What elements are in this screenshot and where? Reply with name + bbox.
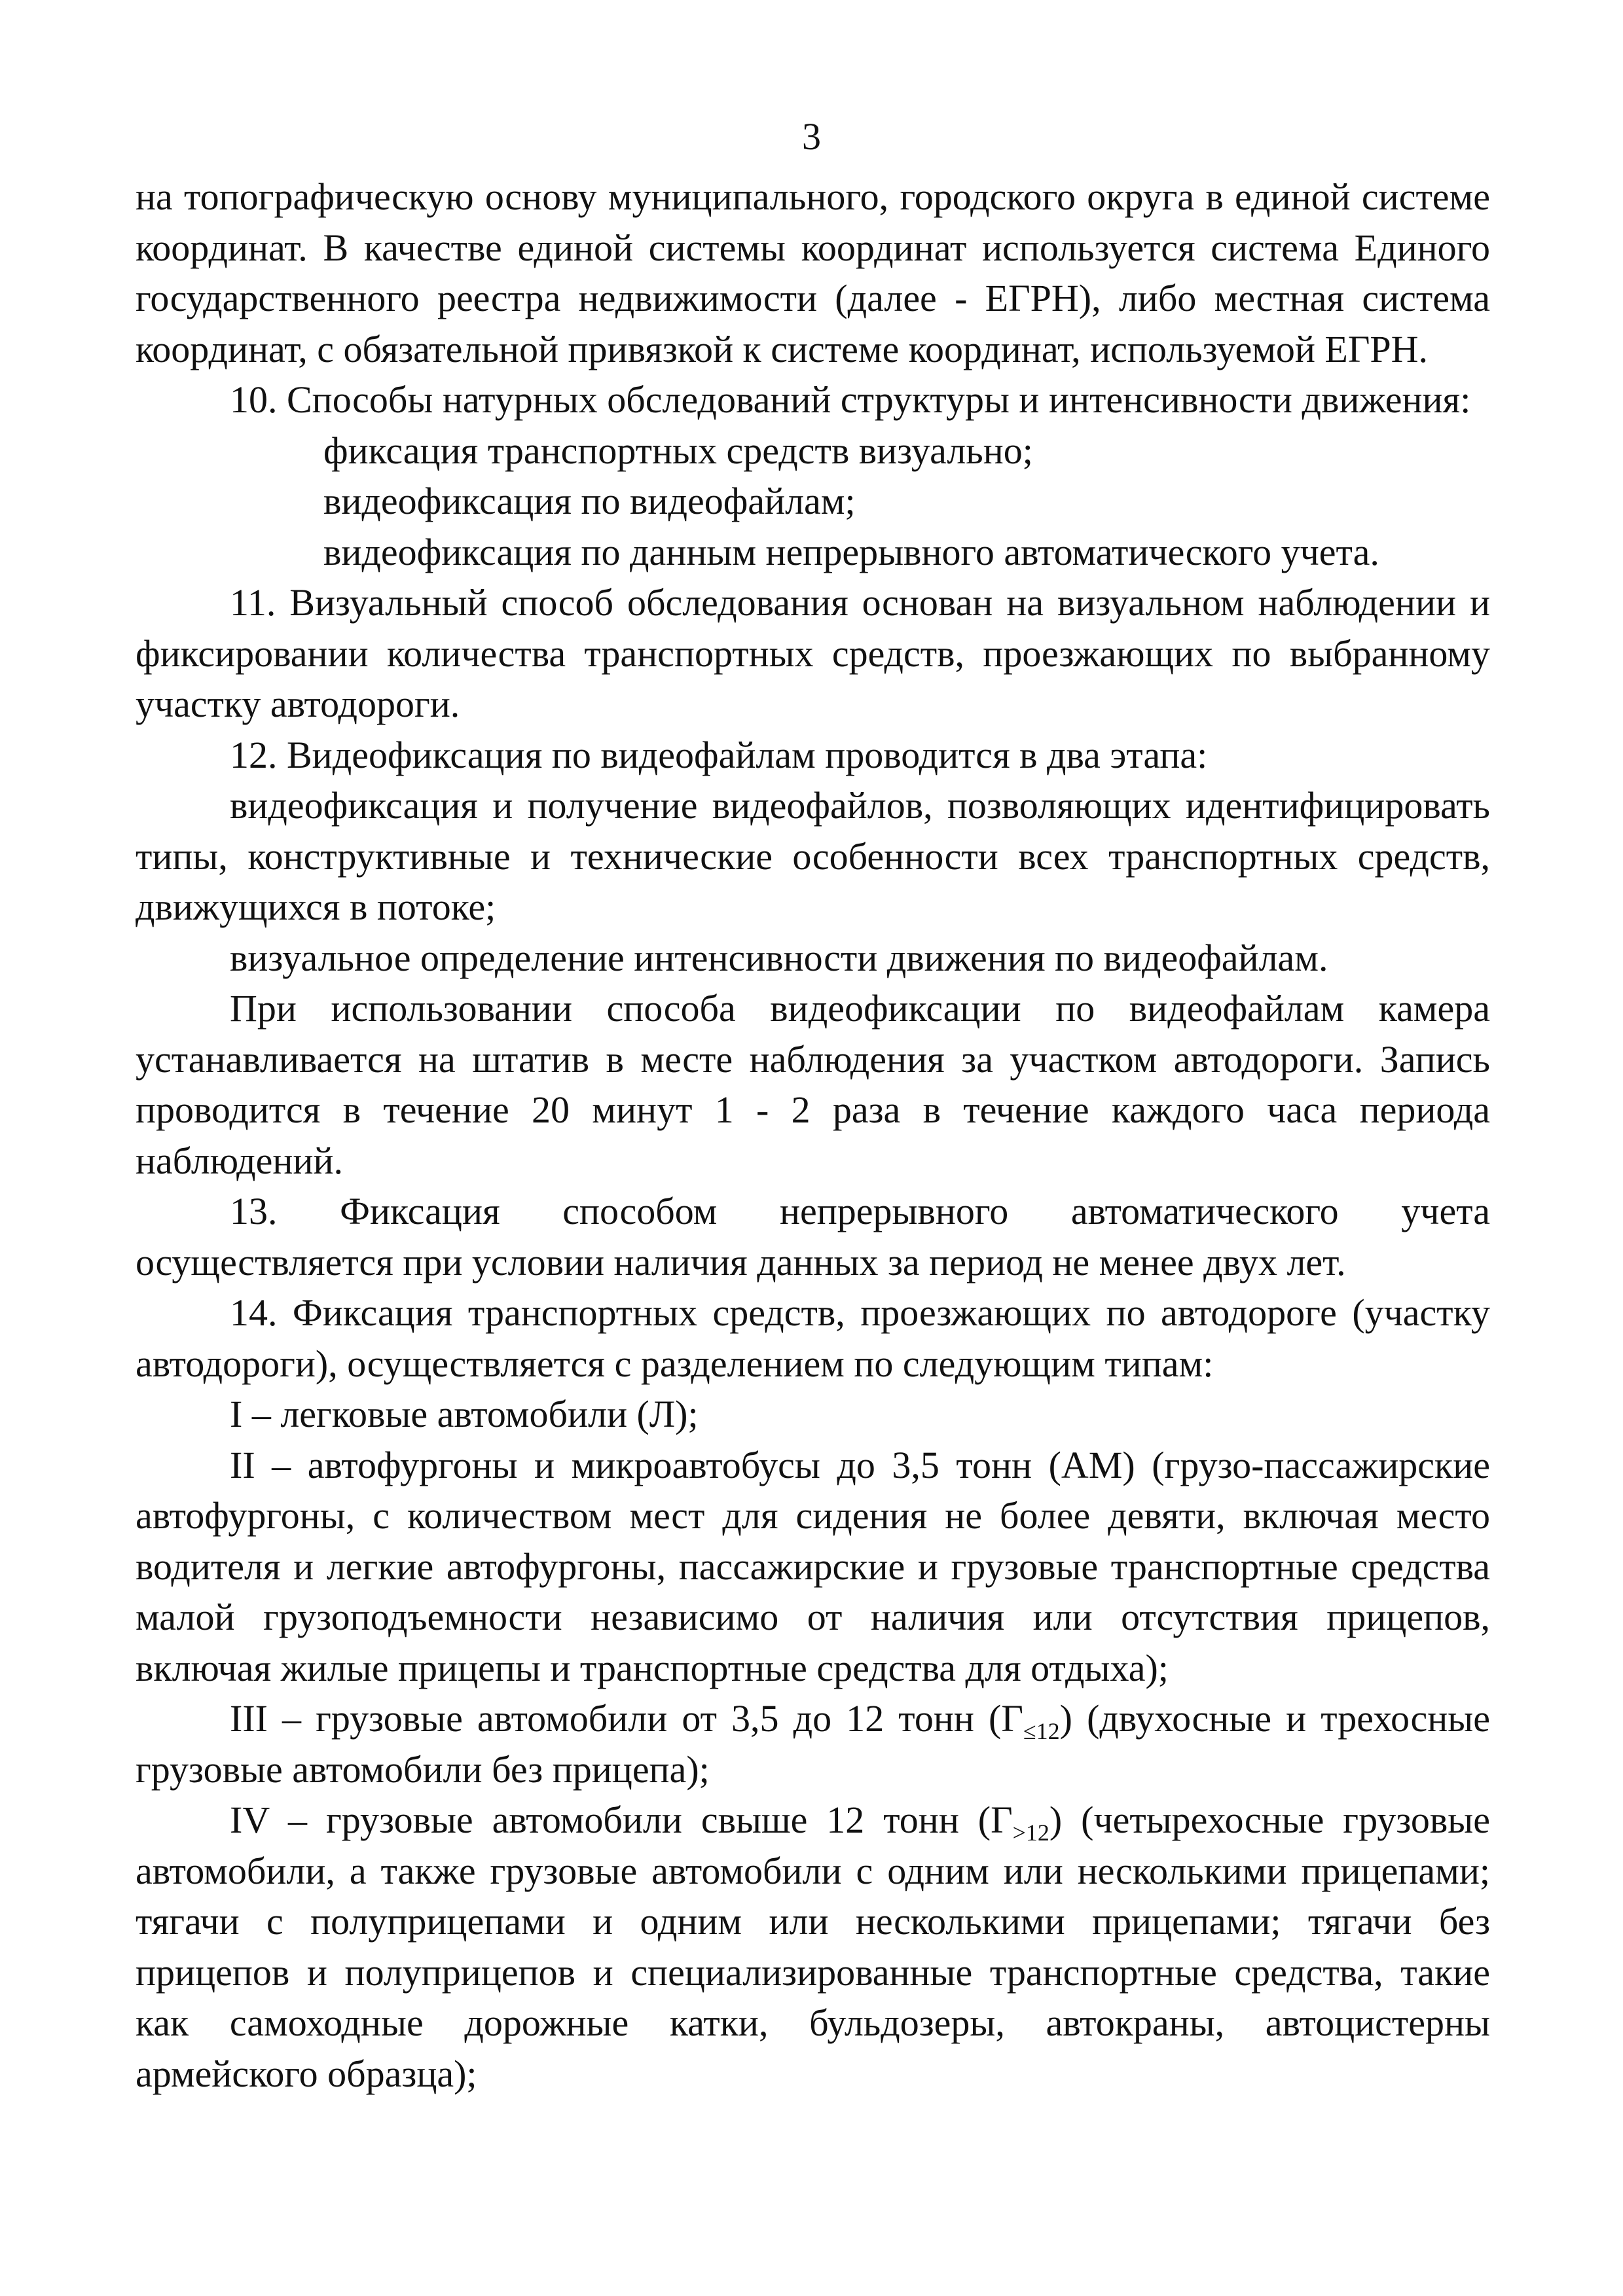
list-item: видеофиксация по видеофайлам;	[323, 480, 856, 522]
paragraph-13: 13. Фиксация способом непрерывного автоматического учета осуществляется при условии наличия данных за период не менее двух лет.	[136, 1190, 1490, 1283]
paragraph-11: 11. Визуальный способ обследования основан на визуальном наблюдении и фиксировании количества транспортных средств, проезжающих по выбранному участку автодороги.	[136, 581, 1490, 725]
vehicle-type-4-text: IV – грузовые автомобили свыше 12 тонн (Г	[230, 1799, 1013, 1841]
vehicle-type-4-subscript: >12	[1012, 1820, 1049, 1846]
document-body	[136, 171, 1490, 2099]
paragraph-14: 14. Фиксация транспортных средств, проезжающих по автодороге (участку автодороги), осуществляется с разделением по следующим типам:	[136, 1291, 1490, 1385]
paragraph-12-camera: При использовании способа видеофиксации по видеофайлам камера устанавливается на штатив в месте наблюдения за участком автодороги. Запись проводится в течение 20 минут 1 - 2 раза в течение каждого часа периода наблюдений.	[136, 987, 1490, 1182]
vehicle-type-3	[136, 1693, 1490, 1795]
list-item: видеофиксация по данным непрерывного автоматического учета.	[323, 530, 1379, 573]
vehicle-type-2: II – автофургоны и микроавтобусы до 3,5 тонн (АМ) (грузо-пассажирские автофургоны, с количеством мест для сидения не более девяти, включая место водителя и легкие автофургоны, пассажирские и грузовые транспортные средства малой грузоподъемности независимо от наличия или отсутствия прицепов, включая жилые прицепы и транспортные средства для отдыха);	[136, 1443, 1490, 1689]
vehicle-type-4	[136, 1795, 1490, 2099]
vehicle-type-3-text: III – грузовые автомобили от 3,5 до 12 тонн (Г	[230, 1697, 1023, 1740]
paragraph-10: 10. Способы натурных обследований структуры и интенсивности движения:	[230, 378, 1471, 421]
vehicle-type-3-text-rest: ) (двухосные и трехосные грузовые автомобили без прицепа);	[136, 1697, 1490, 1791]
page-number: 3	[802, 115, 821, 158]
vehicle-type-1: I – легковые автомобили (Л);	[230, 1393, 699, 1435]
vehicle-type-3-subscript: ≤12	[1023, 1718, 1060, 1744]
paragraph-intro: на топографическую основу муниципального, городского округа в единой системе координат. В качестве единой системы координат используется система Единого государственного реестра недвижимости (далее - ЕГРН), либо местная система координат, с обязательной привязкой к системе координат, используемой ЕГРН.	[136, 175, 1490, 370]
paragraph-12: 12. Видеофиксация по видеофайлам проводится в два этапа:	[230, 733, 1208, 776]
paragraph-12-stage-1: видеофиксация и получение видеофайлов, позволяющих идентифицировать типы, конструктивные и технические особенности всех транспортных средств, движущихся в потоке;	[136, 784, 1490, 928]
list-item: фиксация транспортных средств визуально;	[323, 429, 1033, 472]
vehicle-type-4-text-rest: ) (четырехосные грузовые автомобили, а также грузовые автомобили с одним или несколькими прицепами; тягачи с полуприцепами и одним или несколькими прицепами; тягачи без прицепов и полуприцепов и специализированные транспортные средства, такие как самоходные дорожные катки, бульдозеры, автокраны, автоцистерны армейского образца);	[136, 1799, 1490, 2095]
paragraph-12-stage-2: визуальное определение интенсивности движения по видеофайлам.	[230, 936, 1328, 979]
